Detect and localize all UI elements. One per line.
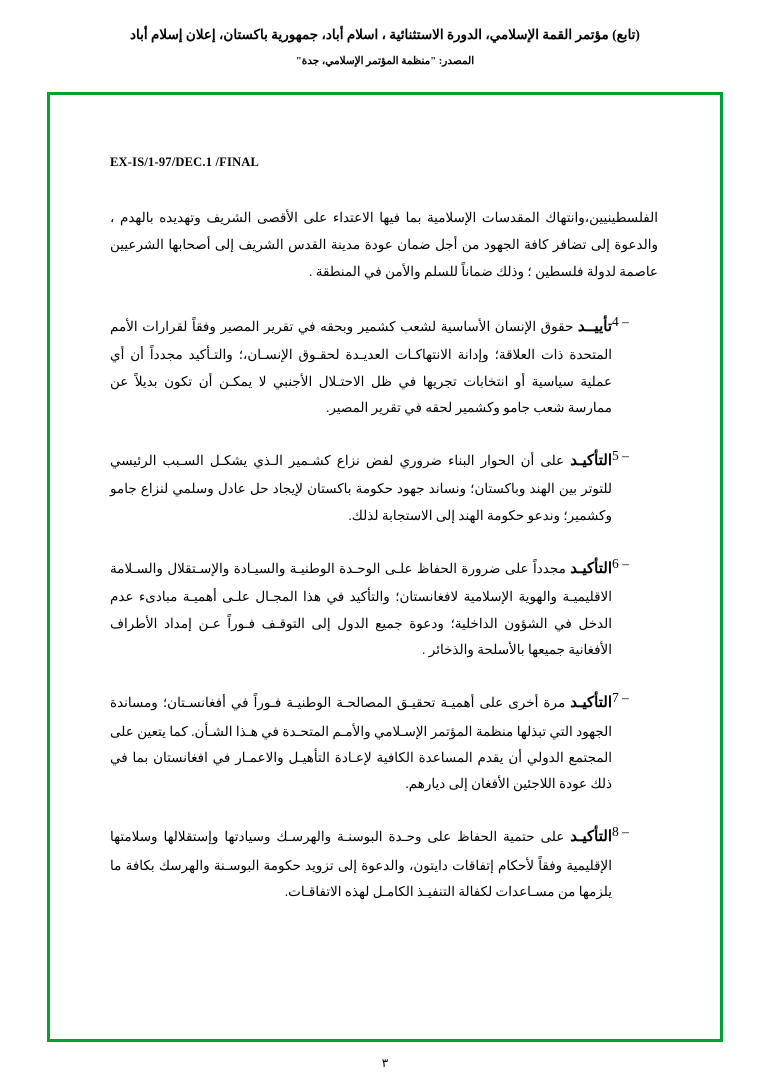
header-source: المصدر: "منظمة المؤتمر الإسلامي، جدة" bbox=[295, 55, 475, 67]
clause-lead: التأكيـد bbox=[570, 561, 612, 578]
clause-body bbox=[110, 555, 612, 663]
clause-lead: تأييــد bbox=[577, 319, 612, 335]
clause-text: مرة أخرى على أهميـة تحقيـق المصالحـة الوطنيـة فـوراً في أفغانسـتان؛ ومساندة الجهود التي تبذلها منظمة المؤتمر الإسـلامي والأمـم المتحـدة في هـذا الشـأن. كما يتعين على المجتمع الدولي أن يقدم المساعدة الكافية لإعـادة التأهيـل والاعمـار في افغانستان بما في ذلك عودة اللاجئين الأفغان إلى ديارهم. bbox=[110, 695, 612, 792]
clause-number: 7 – bbox=[612, 690, 629, 706]
clause-lead: التأكيـد bbox=[570, 695, 612, 712]
header-title: (تابع) مؤتمر القمة الإسلامي، الدورة الاستثنائية ، اسلام أباد، جمهورية باكستان، إعلان إسلام أباد bbox=[130, 27, 640, 42]
document-content bbox=[110, 155, 658, 1029]
clause-number: 8 – bbox=[612, 824, 629, 840]
continued-paragraph-text: الفلسطينيين،وانتهاك المقدسات الإسلامية بما فيها الاعتداء على الأقصى الشريف وتهديده بالهدم ، والدعوة إلى تضافر كافة الجهود من أجل ضمان عودة مدينة القدس الشريف إلى أصحابها الشرعيين عاصمة لدولة فلسطين ؛ وذلك ضماناً للسلم والأمن في المنطقة . bbox=[110, 210, 658, 279]
clause-lead: التأكيـد bbox=[570, 829, 612, 846]
clause-6 bbox=[110, 555, 658, 663]
clause-number: 4 – bbox=[612, 314, 629, 329]
green-border-frame bbox=[47, 92, 723, 1042]
clause-text: مجدداً على ضرورة الحفاظ علـى الوحـدة الوطنيـة والسيـادة والإسـتقلال والسـلامة الاقليميـة والهوية الإسلامية لافغانستان؛ والتأكيد في هذا المجـال علـى أهميـة مبادىء عدم الدخل في الشؤون الداخلية؛ ودعوة جميع الدول إلى التوقـف فـوراً عـن إمداد الأطراف الأفغانية جميعها بالأسلحة والذخائر . bbox=[110, 561, 612, 657]
clause-body bbox=[110, 823, 612, 905]
page-number: ٣ bbox=[381, 1056, 389, 1070]
page-footer bbox=[0, 1056, 770, 1071]
clause-lead: التأكيـد bbox=[570, 453, 612, 470]
clause-number: 6 – bbox=[612, 556, 629, 572]
clause-text: حقوق الإنسان الأساسية لشعب كشمير وبحقه في تقرير المصير وفقاً لقرارات الأمم المتحدة ذات العلاقة؛ وإدانة الانتهاكـات العديـدة لحقـوق الإنسـان،؛ والتـأكيد مجدداً أن أي عملية سياسية أو انتخابات تجريها في ظل الاحتـلال الأجنبي لا يمكـن أن تكون بديلاً عن ممارسة شعب جامو وكشمير لحقه في تقرير المصير. bbox=[110, 319, 612, 415]
clause-5 bbox=[110, 447, 658, 529]
clause-text: على أن الحوار البناء ضروري لفض نزاع كشـمير الـذي يشكـل السـبب الرئيسي للتوتر بين الهند وباكستان؛ ونساند جهود حكومة باكستان لإيجاد حل عادل وسلمي لنزاع جامو وكشمير؛ وندعو حكومة الهند إلى الاستجابة لذلك. bbox=[110, 453, 612, 523]
clause-number: 5 – bbox=[612, 448, 629, 464]
clause-body bbox=[110, 689, 612, 797]
clause-4 bbox=[110, 313, 658, 421]
clause-8 bbox=[110, 823, 658, 905]
continued-paragraph bbox=[110, 204, 658, 285]
page-header bbox=[0, 26, 770, 67]
clause-7 bbox=[110, 689, 658, 797]
clause-body bbox=[110, 313, 612, 421]
document-code: EX-IS/1-97/DEC.1 /FINAL bbox=[110, 155, 260, 169]
clause-text: على حتمية الحفاظ على وحـدة البوسنـة والهرسـك وسيادتها وإستقلالها وسلامتها الإقليمية وفقاً لأحكام إتفاقات دايتون، والدعوة إلى تزويد حكومة البوسـنة والهرسك بكافة ما يلزمها من مسـاعدات لكفالة التنفيـذ الكامـل لهذه الاتفاقـات. bbox=[110, 829, 612, 899]
clause-body bbox=[110, 447, 612, 529]
